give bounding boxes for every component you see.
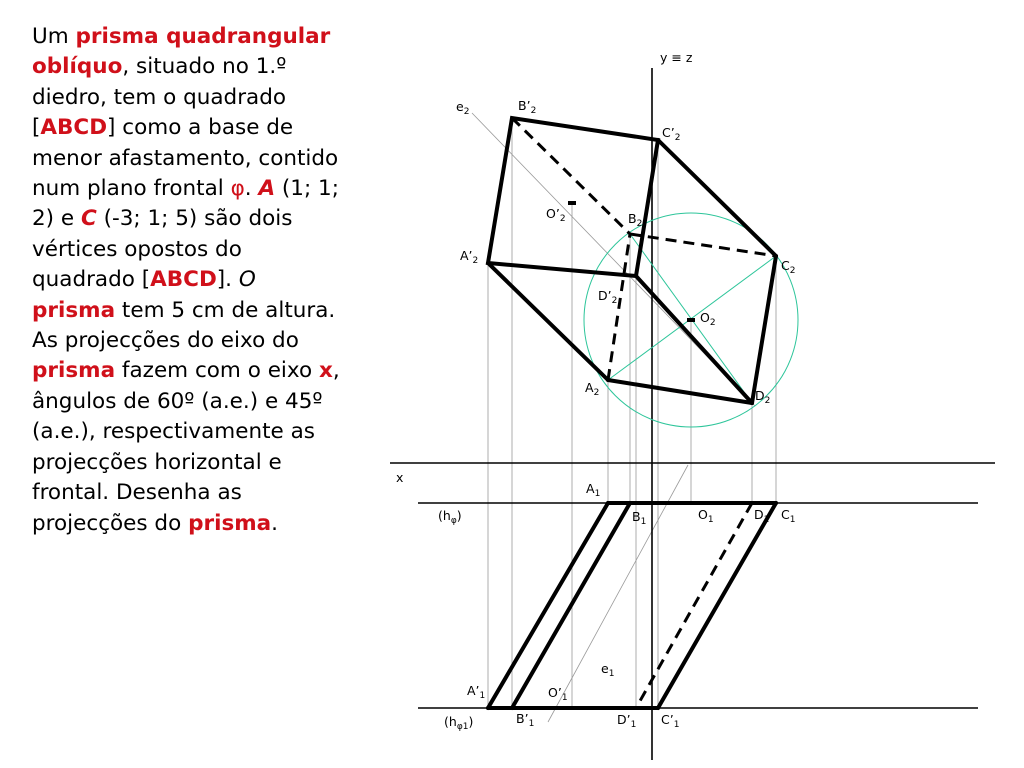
highlight-prisma: prisma	[188, 510, 272, 536]
highlight-axis-x: x	[318, 358, 333, 384]
statement-text: ].	[216, 267, 239, 293]
point-o-2	[687, 318, 695, 322]
label-a-prime-1: $A’_1$	[467, 683, 486, 701]
horizontal-projection-prism	[488, 503, 776, 708]
label-c-prime-1: $C’_1$	[661, 712, 680, 730]
highlight-prisma: prisma	[32, 358, 116, 384]
edge-d-prime-d	[636, 276, 752, 403]
edge-a-prime-a	[488, 263, 608, 380]
highlight-prisma-type: prisma quadrangular oblíquo	[32, 24, 331, 80]
edge-c1-c1-prime	[658, 503, 776, 708]
label-h-phi: $(h_\varphi)$	[438, 508, 462, 526]
reference-lines	[472, 113, 776, 722]
label-b-prime-2: $B’_2$	[518, 98, 537, 116]
frontal-projection-prism	[488, 118, 776, 403]
label-h-phi1: $(h_{\varphi 1})$	[444, 714, 474, 732]
label-c-2: $C_2$	[781, 258, 796, 276]
label-d-prime-1: $D’_1$	[617, 712, 637, 730]
statement-text: .	[271, 510, 278, 536]
label-b-1: $B_1$	[632, 509, 647, 527]
statement-text: Um	[32, 24, 76, 49]
label-d-prime-2: $D’_2$	[598, 288, 618, 306]
label-o-2: $O_2$	[700, 310, 716, 328]
italic-article: O	[238, 267, 256, 293]
label-b-prime-1: $B’_1$	[516, 711, 535, 729]
label-x-axis: x	[396, 470, 404, 485]
base-a-prime-b-prime-c-prime-d-prime	[488, 118, 658, 276]
highlight-square-name: ABCD	[150, 267, 217, 293]
label-o-prime-1: $O’_1$	[548, 685, 568, 703]
statement-text: , ângulos de 60º (a.e.) e 45º (a.e.), respectivamente as projecções horizontal e frontal. Desenha as projecções do	[32, 358, 340, 536]
label-a-prime-2: $A’_2$	[460, 248, 479, 266]
label-o-1: $O_1$	[698, 507, 714, 525]
highlight-point-c: C	[80, 206, 97, 232]
drawing-labels	[396, 50, 795, 732]
hidden-edge-b-prime-b	[512, 118, 630, 234]
highlight-plane-phi: φ	[230, 176, 245, 202]
hidden-edge-a-b	[608, 234, 630, 380]
point-o-prime-2	[568, 201, 576, 205]
label-b-2: $B_2$	[628, 211, 643, 229]
statement-text: ] como a base de menor afastamento, contido num plano frontal	[32, 115, 339, 202]
label-c-prime-2: $C’_2$	[662, 125, 681, 143]
edge-c-prime-c	[658, 140, 776, 256]
hidden-edge-d1-d1-prime	[636, 503, 752, 708]
statement-text: , situado no 1.º diedro, tem o quadrado [	[32, 54, 287, 141]
label-d-2: $D_2$	[755, 388, 771, 406]
statement-text: .	[244, 176, 259, 202]
statement-text: (1; 1; 2) e	[32, 176, 339, 232]
edge-a1-a1-prime	[488, 503, 608, 708]
highlight-square-name: ABCD	[40, 115, 108, 141]
label-e2: $e_2$	[456, 99, 470, 117]
label-a-1: $A_1$	[586, 481, 601, 499]
statement-text: (-3; 1; 5) são dois vértices opostos do quadrado [	[32, 206, 293, 293]
statement-text: fazem com o eixo	[115, 358, 319, 384]
label-d-1: $D_1$	[754, 507, 770, 525]
label-a-2: $A_2$	[585, 380, 600, 398]
label-o-prime-2: $O’_2$	[546, 206, 566, 224]
statement-text: tem 5 cm de altura. As projecções do eixo do	[32, 297, 336, 354]
highlight-point-a: A	[258, 176, 276, 202]
highlight-prisma: prisma	[32, 297, 116, 323]
edge-d-c	[752, 256, 776, 403]
label-c-1: $C_1$	[781, 507, 796, 525]
label-e-1: $e_1$	[601, 661, 615, 679]
label-yz-axis: y ≡ z	[660, 50, 693, 65]
